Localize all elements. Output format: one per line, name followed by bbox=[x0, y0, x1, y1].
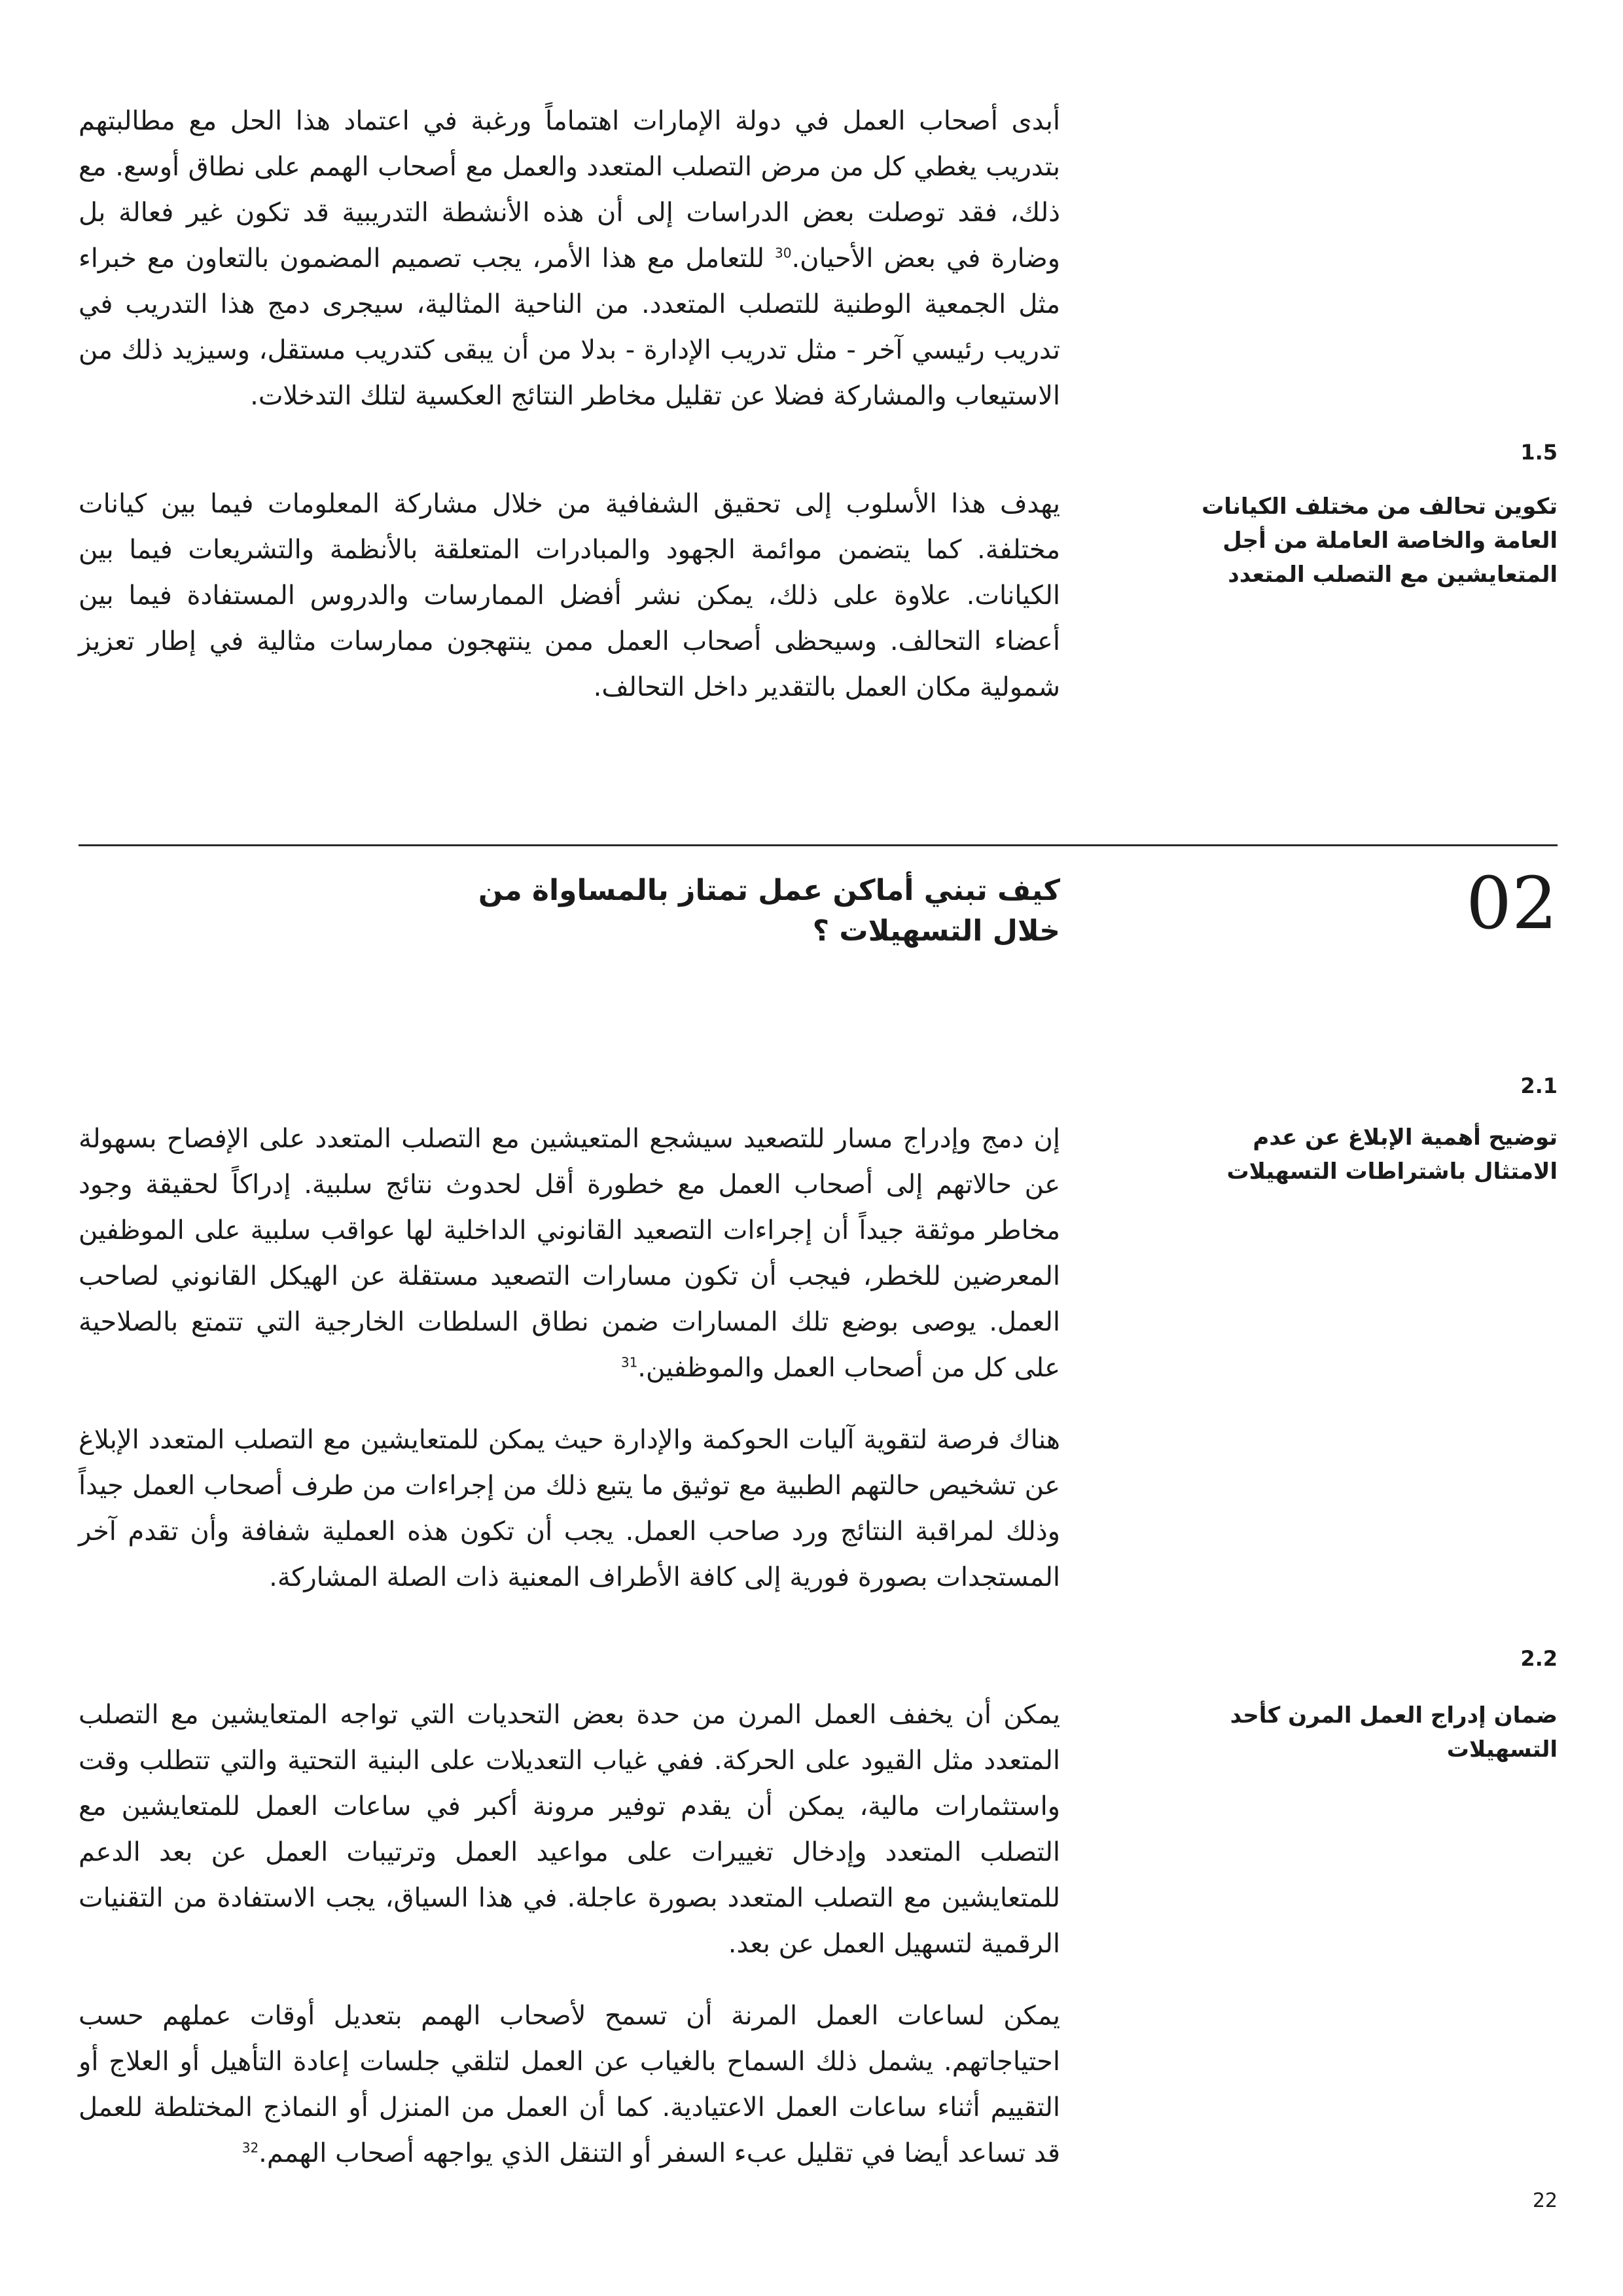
footnote-ref-32: 32 bbox=[241, 2140, 259, 2156]
section-2-2-paragraph-2-text: يمكن لساعات العمل المرنة أن تسمح لأصحاب الهمم بتعديل أوقات عملهم حسب احتياجاتهم. يشمل ذلك السماح بالغياب عن العمل لتلقي جلسات إعادة التأهيل أو العلاج أو التقييم أثناء ساعات العمل الاعتيادية. كما أن العمل من المنزل أو النماذج المختلطة للعمل قد تساعد أيضا في تقليل عبء السفر أو التنقل الذي يواجهه أصحاب الهمم. bbox=[79, 2001, 1060, 2168]
section-1-5-body bbox=[79, 481, 1060, 710]
section-1-5-number: 1.5 bbox=[1520, 440, 1558, 465]
section-2-1-title: توضيح أهمية الإبلاغ عن عدم الامتثال باشتراطات التسهيلات bbox=[1226, 1124, 1558, 1185]
section-2-1-paragraph-2: هناك فرصة لتقوية آليات الحوكمة والإدارة حيث يمكن للمتعايشين مع التصلب المتعدد الإبلاغ عن تشخيص حالتهم الطبية مع توثيق ما يتبع ذلك من إجراءات من طرف أصحاب العمل جيداً وذلك لمراقبة النتائج ورد صاحب العمل. يجب أن تكون هذه العملية شفافة وأن تقدم آخر المستجدات بصورة فورية إلى كافة الأطراف المعنية ذات الصلة المشاركة. bbox=[79, 1425, 1060, 1592]
intro-paragraph-text: أبدى أصحاب العمل في دولة الإمارات اهتماماً ورغبة في اعتماد هذا الحل مع مطالبتهم بتدريب يغطي كل من مرض التصلب المتعدد والعمل مع أصحاب الهمم على نطاق أوسع. مع ذلك، فقد توصلت بعض الدراسات إلى أن هذه الأنشطة التدريبية قد تكون غير فعالة بل وضارة في بعض الأحيان. bbox=[79, 106, 1060, 274]
intro-body bbox=[79, 98, 1060, 419]
section-2-2-title: ضمان إدراج العمل المرن كأحد التسهيلات bbox=[1230, 1702, 1558, 1763]
chapter-title: كيف تبني أماكن عمل تمتاز بالمساواة من خلال التسهيلات ؟ bbox=[478, 874, 1060, 948]
intro-paragraph bbox=[79, 98, 1060, 419]
section-1-5-title: تكوين تحالف من مختلف الكيانات العامة والخاصة العاملة من أجل المتعايشين مع التصلب المتعدد bbox=[1202, 493, 1558, 588]
section-2-1-paragraph-1 bbox=[79, 1116, 1060, 1391]
section-2-2-number: 2.2 bbox=[1520, 1646, 1558, 1671]
intro-paragraph-cont: للتعامل مع هذا الأمر، يجب تصميم المضمون بالتعاون مع خبراء مثل الجمعية الوطنية للتصلب المتعدد. من الناحية المثالية، سيجرى دمج هذا التدريب في تدريب رئيسي آخر - مثل تدريب الإدارة - بدلا من أن يبقى كتدريب مستقل، وسيزيد ذلك من الاستيعاب والمشاركة فضلا عن تقليل مخاطر النتائج العكسية لتلك التدخلات. bbox=[79, 243, 1060, 411]
section-1-5-paragraph: يهدف هذا الأسلوب إلى تحقيق الشفافية من خلال مشاركة المعلومات فيما بين كيانات مختلفة. كما يتضمن موائمة الجهود والمبادرات المتعلقة بالأنظمة والتشريعات فيما بين الكيانات. علاوة على ذلك، يمكن نشر أفضل الممارسات والدروس المستفادة فيما بين أعضاء التحالف. وسيحظى أصحاب العمل ممن ينتهجون ممارسات مثالية في إطار تعزيز شمولية مكان العمل بالتقدير داخل التحالف. bbox=[79, 489, 1060, 702]
section-2-1-body bbox=[79, 1116, 1060, 1600]
footnote-ref-30: 30 bbox=[775, 245, 792, 261]
page-number: 22 bbox=[1532, 2189, 1558, 2212]
footnote-ref-31: 31 bbox=[620, 1354, 638, 1371]
section-2-2-body bbox=[79, 1692, 1060, 2176]
chapter-number: 02 bbox=[1466, 861, 1558, 945]
section-2-1-number: 2.1 bbox=[1520, 1073, 1558, 1098]
chapter-divider bbox=[79, 844, 1558, 846]
section-2-2-paragraph-2 bbox=[79, 1993, 1060, 2176]
section-2-1-paragraph-1-text: إن دمج وإدراج مسار للتصعيد سيشجع المتعيشين مع التصلب المتعدد على الإفصاح بسهولة عن حالاتهم إلى أصحاب العمل مع خطورة أقل لحدوث نتائج سلبية. إدراكاً لحقيقة وجود مخاطر موثقة جيداً أن إجراءات التصعيد القانوني الداخلية لها عواقب سلبية على الموظفين المعرضين للخطر، فيجب أن تكون مسارات التصعيد مستقلة عن الهيكل القانوني لصاحب العمل. يوصى بوضع تلك المسارات ضمن نطاق السلطات الخارجية التي تتمتع بالصلاحية على كل من أصحاب العمل والموظفين. bbox=[79, 1124, 1060, 1383]
section-2-2-paragraph-1: يمكن أن يخفف العمل المرن من حدة بعض التحديات التي تواجه المتعايشين مع التصلب المتعدد مثل القيود على الحركة. ففي غياب التعديلات على البنية التحتية والتي تتطلب وقت واستثمارات مالية، يمكن أن يقدم توفير مرونة أكبر في ساعات العمل للمتعايشين مع التصلب المتعدد وإدخال تغييرات على مواعيد العمل وترتيبات العمل عن بعد الدعم للمتعايشين مع التصلب المتعدد بصورة عاجلة. في هذا السياق، يجب الاستفادة من التقنيات الرقمية لتسهيل العمل عن بعد. bbox=[79, 1700, 1060, 1959]
